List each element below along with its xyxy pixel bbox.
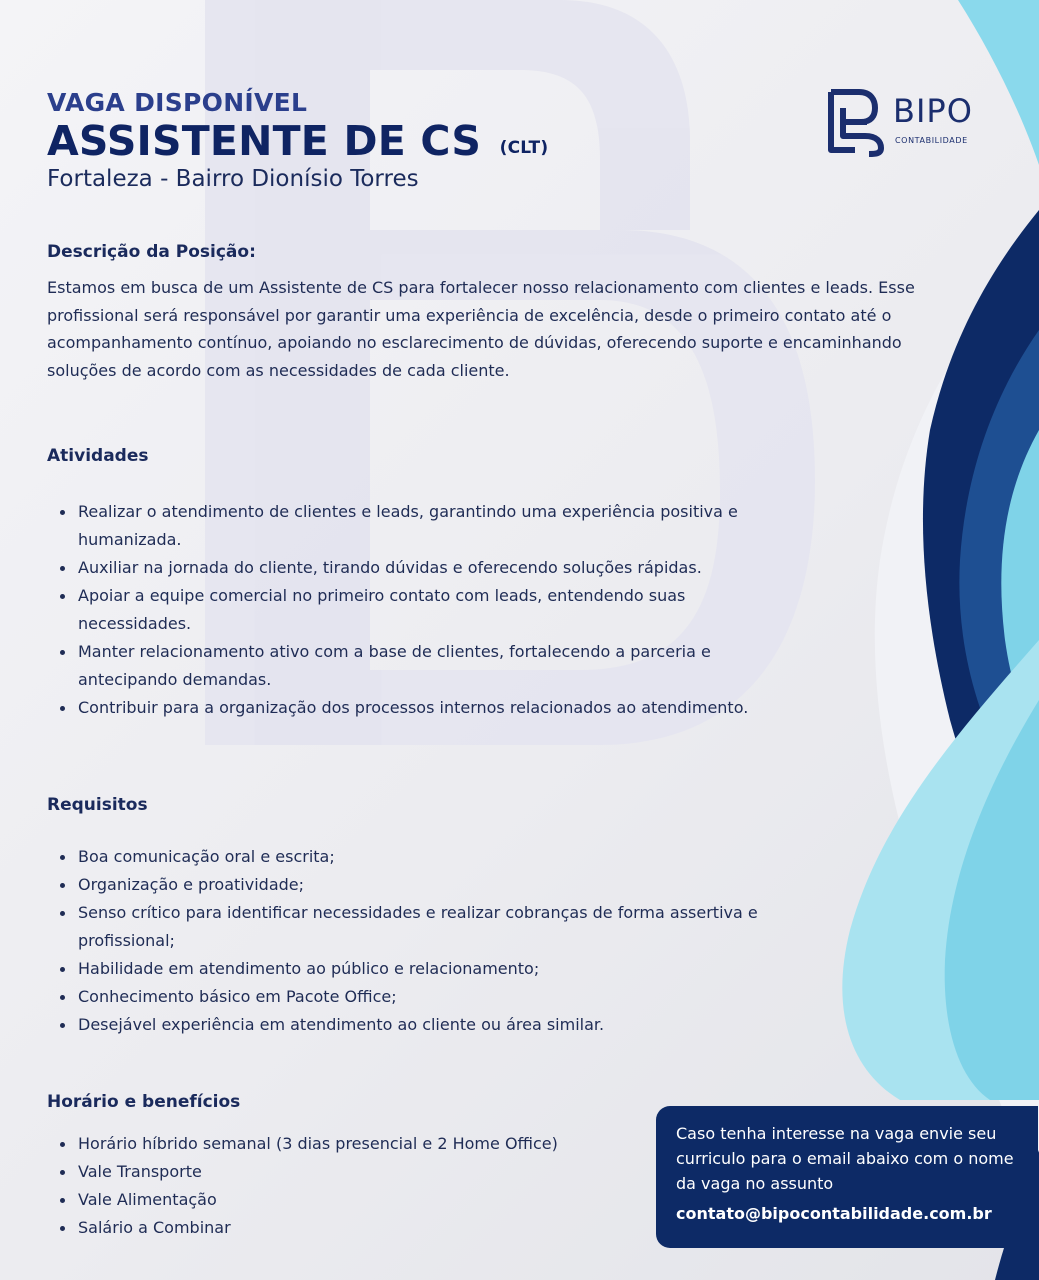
- requirements-list: [58, 843, 778, 1039]
- job-title-text: ASSISTENTE DE CS: [47, 117, 482, 165]
- list-item: Boa comunicação oral e escrita;: [58, 843, 778, 871]
- list-item: Habilidade em atendimento ao público e relacionamento;: [58, 955, 778, 983]
- list-item: Contribuir para a organização dos processos internos relacionados ao atendimento.: [58, 694, 798, 722]
- vacancy-kicker: VAGA DISPONÍVEL: [47, 88, 308, 117]
- description-text: Estamos em busca de um Assistente de CS para fortalecer nosso relacionamento com clientes e leads. Esse profissional será responsável por garantir uma experiência de excelência, desde o primeiro contato até o acompanhamento contínuo, apoiando no esclarecimento de dúvidas, oferecendo suporte e encaminhando soluções de acordo com as necessidades de cada cliente.: [47, 278, 915, 380]
- benefits-heading: Horário e benefícios: [47, 1092, 241, 1112]
- logo-wordmark: BIPO: [893, 92, 973, 130]
- list-item: Salário a Combinar: [58, 1214, 648, 1242]
- list-item: Manter relacionamento ativo com a base de clientes, fortalecendo a parceria e antecipando demandas.: [58, 638, 798, 694]
- contract-type: (CLT): [499, 138, 549, 158]
- list-item: Vale Alimentação: [58, 1186, 648, 1214]
- contact-email[interactable]: contato@bipocontabilidade.com.br: [676, 1204, 992, 1223]
- contact-instructions: Caso tenha interesse na vaga envie seu curriculo para o email abaixo com o nome da vaga no assunto: [676, 1124, 1014, 1193]
- list-item: Senso crítico para identificar necessidades e realizar cobranças de forma assertiva e profissional;: [58, 899, 778, 955]
- list-item: Vale Transporte: [58, 1158, 648, 1186]
- activities-heading: Atividades: [47, 446, 149, 466]
- job-location: Fortaleza - Bairro Dionísio Torres: [47, 166, 419, 192]
- description-heading: Descrição da Posição:: [47, 242, 256, 262]
- list-item: Apoiar a equipe comercial no primeiro contato com leads, entendendo suas necessidades.: [58, 582, 798, 638]
- logo-subtitle: CONTABILIDADE: [895, 136, 968, 145]
- list-item: Desejável experiência em atendimento ao cliente ou área similar.: [58, 1011, 778, 1039]
- requirements-heading: Requisitos: [47, 795, 148, 815]
- list-item: Realizar o atendimento de clientes e leads, garantindo uma experiência positiva e humanizada.: [58, 498, 798, 554]
- list-item: Horário híbrido semanal (3 dias presencial e 2 Home Office): [58, 1130, 648, 1158]
- activities-list: [58, 498, 798, 722]
- list-item: Organização e proatividade;: [58, 871, 778, 899]
- list-item: Auxiliar na jornada do cliente, tirando dúvidas e oferecendo soluções rápidas.: [58, 554, 798, 582]
- job-title: [47, 117, 548, 165]
- list-item: Conhecimento básico em Pacote Office;: [58, 983, 778, 1011]
- benefits-list: [58, 1130, 648, 1242]
